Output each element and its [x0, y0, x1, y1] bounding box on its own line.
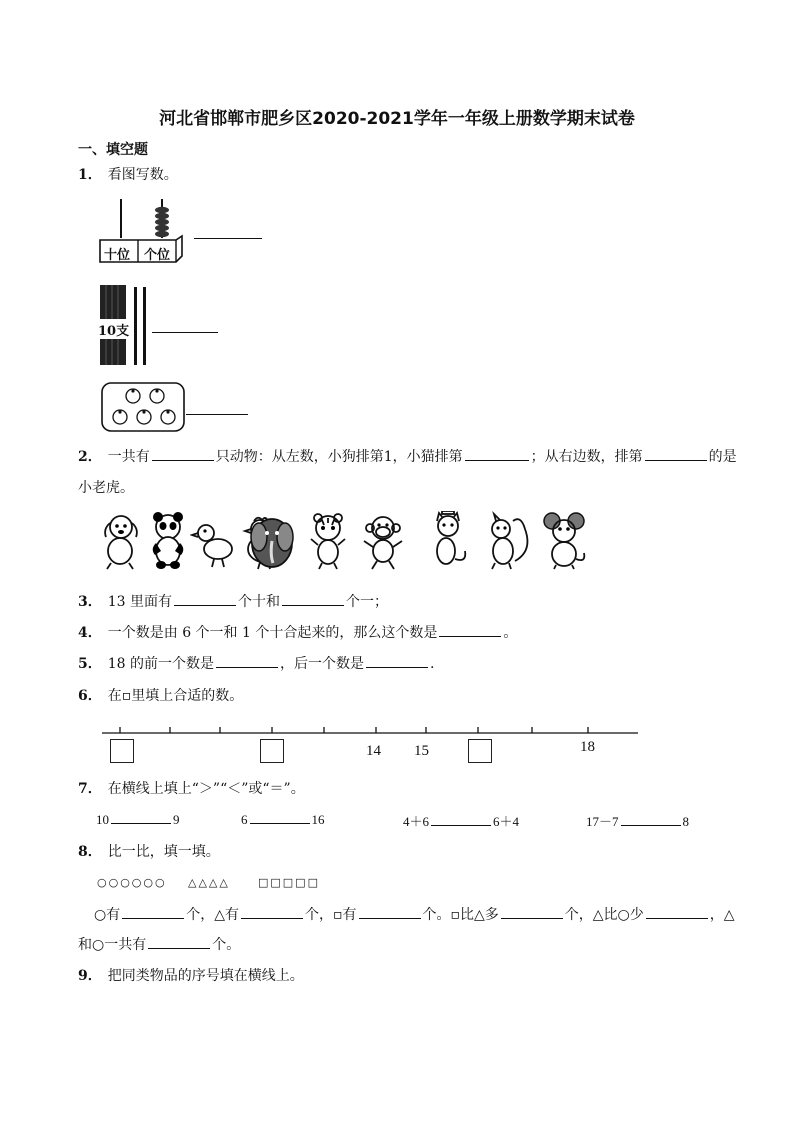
answer-blank[interactable]: [250, 811, 310, 824]
compare-right: 6＋4: [493, 814, 520, 829]
compare-right: 9: [173, 812, 180, 827]
triangles-row: △△△△: [188, 876, 230, 889]
question-text: 个。: [212, 937, 241, 953]
squirrel-icon: [483, 511, 533, 571]
question-6: [78, 686, 243, 706]
number-label: 14: [366, 743, 381, 759]
question-text: 和○一共有: [78, 937, 147, 953]
answer-blank[interactable]: [465, 446, 529, 461]
compare-right: 16: [311, 812, 325, 827]
answer-line[interactable]: [186, 414, 248, 415]
question-3: [78, 591, 388, 612]
question-text: 13 里面有: [107, 594, 173, 610]
question-8-line2: [78, 934, 240, 955]
question-number: 6．: [78, 688, 102, 704]
question-4: [78, 622, 517, 643]
question-text: 18 的前一个数是: [107, 656, 215, 672]
answer-line[interactable]: [152, 332, 218, 333]
question-text: 看图写数。: [107, 167, 178, 183]
ones-label: 个位: [144, 248, 171, 263]
answer-box[interactable]: [110, 739, 134, 763]
compare-item: [241, 811, 325, 828]
answer-box[interactable]: [468, 739, 492, 763]
question-text: 比一比，填一填。: [107, 844, 220, 860]
answer-blank[interactable]: [241, 904, 303, 919]
question-7: [78, 779, 305, 799]
answer-blank[interactable]: [148, 934, 210, 949]
question-text: 把同类物品的序号填在横线上。: [107, 968, 304, 984]
circles-row: ○○○○○○: [97, 876, 167, 889]
question-text: ；从右边数，排第: [530, 449, 643, 465]
question-text: 个，△有: [186, 907, 239, 923]
answer-blank[interactable]: [645, 446, 707, 461]
question-text: 个，△比○少: [564, 907, 644, 923]
dog-icon: [97, 511, 143, 571]
tiger-icon: [305, 511, 351, 571]
answer-blank[interactable]: [152, 446, 214, 461]
monkey-icon: [360, 511, 406, 571]
answer-blank[interactable]: [621, 813, 681, 826]
answer-blank[interactable]: [282, 591, 344, 606]
answer-blank[interactable]: [431, 813, 491, 826]
question-text: 的是: [708, 449, 737, 465]
question-text: 只动物：从左数，小狗排第1，小猫排第: [215, 449, 463, 465]
tens-label: 十位: [104, 248, 131, 263]
compare-left: 6: [241, 812, 248, 827]
question-9: [78, 966, 304, 986]
chick-icon: [190, 511, 236, 571]
mouse-icon: [540, 511, 590, 571]
question-2: [78, 446, 737, 467]
number-label: 18: [580, 739, 595, 755]
question-number: 9．: [78, 968, 102, 984]
question-text: ○有: [94, 907, 121, 923]
question-text: .: [430, 656, 435, 672]
question-text: 一共有: [107, 449, 150, 465]
question-number: 3．: [78, 594, 102, 610]
compare-item: [586, 811, 689, 830]
question-8: [78, 842, 220, 862]
squares-row: □□□□□: [258, 876, 320, 889]
question-text: 个，▫有: [305, 907, 357, 923]
question-number: 2．: [78, 449, 102, 465]
section-heading: 一、填空题: [78, 142, 148, 158]
question-text: ，△: [709, 907, 735, 923]
question-number: 5．: [78, 656, 102, 672]
question-1: [78, 165, 178, 185]
answer-blank[interactable]: [646, 904, 708, 919]
answer-blank[interactable]: [122, 904, 184, 919]
question-number: 4．: [78, 625, 102, 641]
compare-item: [403, 811, 519, 830]
answer-blank[interactable]: [501, 904, 563, 919]
panda-icon: [145, 511, 191, 571]
fruit-tray-icon: [100, 381, 186, 433]
question-number: 1．: [78, 167, 102, 183]
question-2-cont: 小老虎。: [78, 480, 134, 496]
question-text: 。: [503, 625, 518, 641]
answer-blank[interactable]: [216, 653, 278, 668]
number-label: 15: [414, 743, 429, 759]
question-text: 个。▫比△多: [422, 907, 499, 923]
question-text: 个十和: [238, 594, 281, 610]
sticks-figure: [98, 283, 158, 367]
answer-blank[interactable]: [439, 622, 501, 637]
abacus-figure: [96, 196, 186, 266]
compare-left: 17－7: [586, 814, 619, 829]
fruit-tray-figure: [100, 381, 186, 433]
answer-blank[interactable]: [366, 653, 428, 668]
question-text: ，后一个数是: [280, 656, 365, 672]
sticks-label: 10支: [98, 320, 129, 339]
number-line: [100, 722, 640, 742]
question-text: 在▫里填上合适的数。: [107, 688, 244, 704]
elephant-icon: [245, 511, 297, 571]
compare-left: 10: [96, 812, 109, 827]
question-number: 8．: [78, 844, 102, 860]
answer-box[interactable]: [260, 739, 284, 763]
answer-blank[interactable]: [174, 591, 236, 606]
answer-blank[interactable]: [359, 904, 421, 919]
answer-line[interactable]: [194, 238, 262, 239]
question-8-line1: [94, 904, 735, 925]
question-text: 个一；: [346, 594, 389, 610]
compare-right: 8: [682, 814, 690, 829]
question-text: 在横线上填上“＞”“＜”或“＝”。: [107, 781, 305, 797]
question-text: 一个数是由 6 个一和 1 个十合起来的，那么这个数是: [107, 625, 438, 641]
compare-left: 4＋6: [403, 814, 430, 829]
page-title: 河北省邯郸市肥乡区2020-2021学年一年级上册数学期末试卷: [159, 109, 635, 129]
compare-item: [96, 811, 180, 828]
question-5: [78, 653, 434, 674]
cat-icon: [425, 511, 471, 571]
question-number: 7．: [78, 781, 102, 797]
answer-blank[interactable]: [111, 811, 171, 824]
